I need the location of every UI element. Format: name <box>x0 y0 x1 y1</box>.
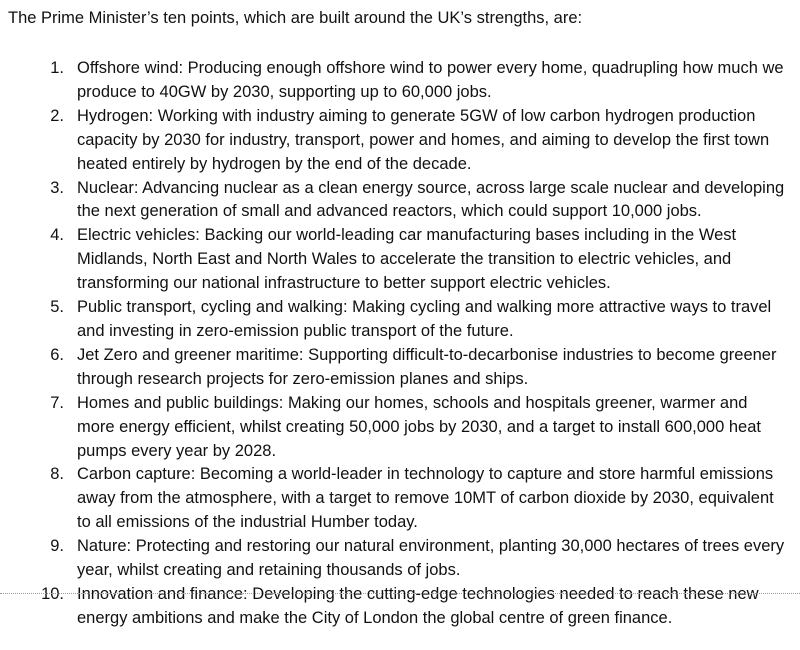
intro-text: The Prime Minister’s ten points, which are built around the UK’s strengths, are: <box>8 9 583 27</box>
list-item-text: Nuclear: Advancing nuclear as a clean energy source, across large scale nuclear and developing the next generation of small and advanced reactors, which could support 10,000 jobs. <box>77 178 785 221</box>
list-item-text: Jet Zero and greener maritime: Supporting difficult-to-decarbonise industries to become greener through research projects for zero-emission planes and ships. <box>77 345 777 388</box>
list-item-number: 9. <box>50 537 64 556</box>
list-item-text: Homes and public buildings: Making our homes, schools and hospitals greener, warmer and more energy efficient, whilst creating 50,000 jobs by 2030, and a target to install 600,000 heat pumps every year by 2028. <box>77 393 761 460</box>
list-item <box>0 535 800 583</box>
list-item-text: Offshore wind: Producing enough offshore wind to power every home, quadrupling how much we produce to 40GW by 2030, supporting up to 60,000 jobs. <box>77 59 784 101</box>
list-item-number: 6. <box>50 345 64 364</box>
dotted-divider <box>0 593 800 594</box>
list-item-text: Innovation and finance: Developing the cutting-edge technologies needed to reach these new energy ambitions and make the City of London the global centre of green finance. <box>77 584 759 627</box>
list-item <box>0 105 800 177</box>
list-item-number: 4. <box>50 226 64 245</box>
list-item <box>0 463 800 535</box>
list-item-number: 2. <box>50 106 64 125</box>
list-item-text: Nature: Protecting and restoring our natural environment, planting 30,000 hectares of trees every year, whilst creating and retaining thousands of jobs. <box>77 537 785 580</box>
ten-points-list <box>0 57 800 631</box>
list-item <box>0 57 800 105</box>
list-item <box>0 344 800 392</box>
list-item-number: 5. <box>50 298 64 317</box>
list-item-text: Carbon capture: Becoming a world-leader in technology to capture and store harmful emissions away from the atmosphere, with a target to remove 10MT of carbon dioxide by 2030, equivalent to all emissions of the industrial Humber today. <box>77 465 774 532</box>
list-item-text: Hydrogen: Working with industry aiming to generate 5GW of low carbon hydrogen production capacity by 2030 for industry, transport, power and homes, and aiming to develop the first town heated entirely by hydrogen by the end of the decade. <box>77 106 770 173</box>
list-item-text: Public transport, cycling and walking: Making cycling and walking more attractive ways to travel and investing in zero-emission public transport of the future. <box>77 298 772 340</box>
list-item-text: Electric vehicles: Backing our world-leading car manufacturing bases including in the West Midlands, North East and North Wales to accelerate the transition to electric vehicles, and transforming our national infrastructure to better support electric vehicles. <box>77 226 737 293</box>
list-item <box>0 224 800 296</box>
list-item-number: 10. <box>41 584 64 603</box>
list-item-number: 7. <box>50 393 64 412</box>
list-item-number: 8. <box>50 465 64 484</box>
list-item <box>0 392 800 464</box>
list-item-number: 1. <box>50 59 64 77</box>
list-item <box>0 177 800 225</box>
list-item-number: 3. <box>50 178 64 197</box>
list-item <box>0 296 800 344</box>
list-item <box>0 583 800 631</box>
